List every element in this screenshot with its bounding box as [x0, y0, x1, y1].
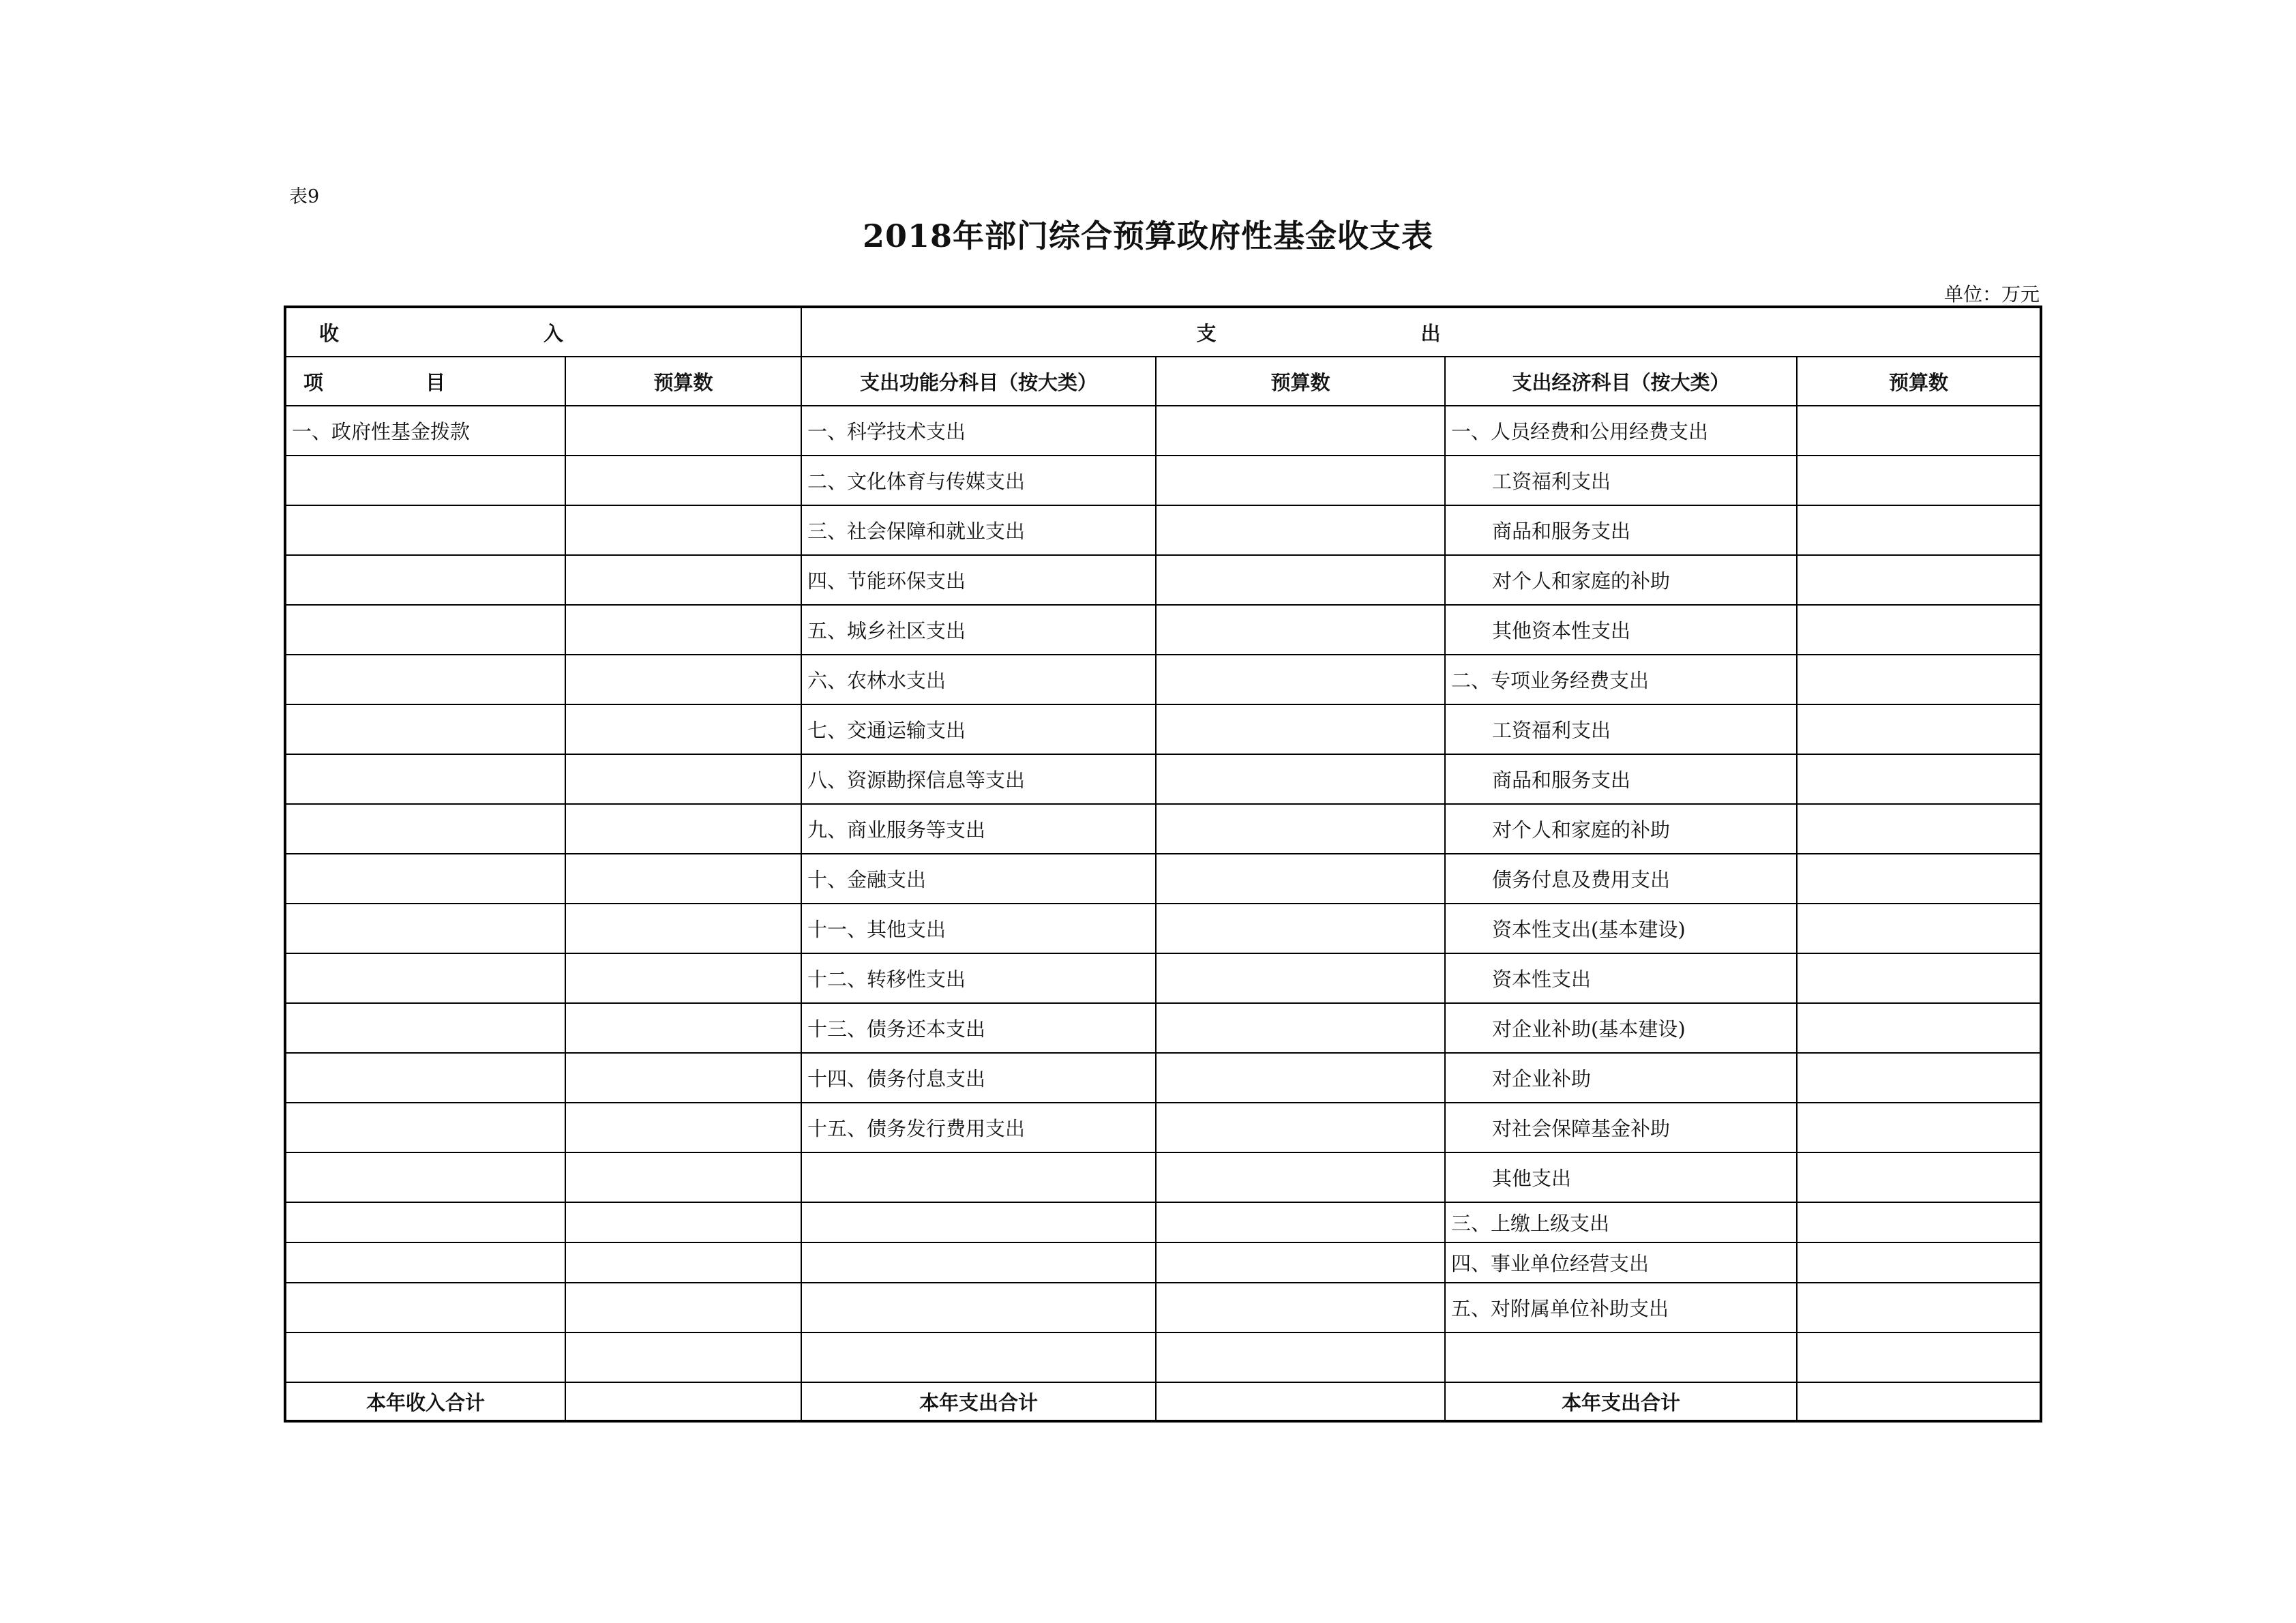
econ-item-cell: 对企业补助(基本建设): [1445, 1003, 1797, 1053]
econ-budget-cell: [1797, 953, 2041, 1003]
table-row: [285, 605, 2041, 655]
col-budget-header-1: 预算数: [565, 357, 801, 406]
table-row: [285, 555, 2041, 605]
table-row: [285, 1242, 2041, 1283]
func-budget-cell: [1156, 1202, 1445, 1242]
col-budget-header-2: 预算数: [1156, 357, 1445, 406]
income-budget-cell: [565, 1003, 801, 1053]
econ-item-cell: 资本性支出: [1445, 953, 1797, 1003]
func-budget-cell: [1156, 1332, 1445, 1382]
table-row: [285, 406, 2041, 456]
func-budget-cell: [1156, 505, 1445, 555]
econ-item-cell: 商品和服务支出: [1445, 505, 1797, 555]
func-item-cell: 十四、债务付息支出: [801, 1053, 1156, 1103]
econ-budget-cell: [1797, 1332, 2041, 1382]
func-item-cell: 十二、转移性支出: [801, 953, 1156, 1003]
func-item-cell: 九、商业服务等支出: [801, 804, 1156, 854]
econ-item-cell: 一、人员经费和公用经费支出: [1445, 406, 1797, 456]
func-budget-cell: [1156, 1152, 1445, 1202]
func-item-cell: 七、交通运输支出: [801, 704, 1156, 754]
table-row: [285, 1202, 2041, 1242]
func-total-value: [1156, 1382, 1445, 1421]
econ-item-cell: 对个人和家庭的补助: [1445, 804, 1797, 854]
income-budget-cell: [565, 1053, 801, 1103]
income-item-cell: [285, 1202, 565, 1242]
func-item-cell: 一、科学技术支出: [801, 406, 1156, 456]
func-budget-cell: [1156, 1003, 1445, 1053]
header-row-sub: [285, 357, 2041, 406]
econ-budget-cell: [1797, 1242, 2041, 1283]
table-row: [285, 456, 2041, 505]
income-item-cell: [285, 505, 565, 555]
income-item-cell: [285, 1003, 565, 1053]
func-budget-cell: [1156, 1242, 1445, 1283]
econ-budget-cell: [1797, 1202, 2041, 1242]
func-item-cell: [801, 1152, 1156, 1202]
func-item-cell: 六、农林水支出: [801, 655, 1156, 704]
econ-item-cell: 三、上缴上级支出: [1445, 1202, 1797, 1242]
income-item-cell: [285, 953, 565, 1003]
econ-budget-cell: [1797, 555, 2041, 605]
table-number: 表9: [289, 186, 320, 207]
econ-budget-cell: [1797, 804, 2041, 854]
func-budget-cell: [1156, 1103, 1445, 1152]
econ-item-cell: 其他资本性支出: [1445, 605, 1797, 655]
func-item-cell: [801, 1242, 1156, 1283]
econ-total-label: 本年支出合计: [1445, 1382, 1797, 1421]
income-budget-cell: [565, 1332, 801, 1382]
func-budget-cell: [1156, 704, 1445, 754]
table-row: [285, 1003, 2041, 1053]
func-item-cell: [801, 1332, 1156, 1382]
func-budget-cell: [1156, 1053, 1445, 1103]
econ-budget-cell: [1797, 605, 2041, 655]
table-row: [285, 1283, 2041, 1332]
income-budget-cell: [565, 1152, 801, 1202]
table-row: [285, 1152, 2041, 1202]
econ-budget-cell: [1797, 1053, 2041, 1103]
income-budget-cell: [565, 456, 801, 505]
income-budget-cell: [565, 953, 801, 1003]
unit-label: 单位：万元: [1943, 283, 2040, 306]
income-item-cell: 一、政府性基金拨款: [285, 406, 565, 456]
func-item-cell: 十三、债务还本支出: [801, 1003, 1156, 1053]
econ-item-cell: 商品和服务支出: [1445, 754, 1797, 804]
income-budget-cell: [565, 854, 801, 904]
econ-budget-cell: [1797, 854, 2041, 904]
budget-table: [284, 306, 2042, 1423]
income-item-cell: [285, 555, 565, 605]
income-item-cell: [285, 804, 565, 854]
func-item-cell: [801, 1283, 1156, 1332]
func-budget-cell: [1156, 605, 1445, 655]
income-item-cell: [285, 854, 565, 904]
func-item-cell: 十一、其他支出: [801, 904, 1156, 953]
col-item-header: 项目: [285, 357, 565, 406]
col-econ-header: 支出经济科目（按大类）: [1445, 357, 1797, 406]
income-item-cell: [285, 1152, 565, 1202]
func-budget-cell: [1156, 555, 1445, 605]
econ-item-cell: 四、事业单位经营支出: [1445, 1242, 1797, 1283]
income-item-cell: [285, 456, 565, 505]
income-item-cell: [285, 1103, 565, 1152]
income-budget-cell: [565, 605, 801, 655]
header-row-top: [285, 307, 2041, 357]
income-budget-cell: [565, 1103, 801, 1152]
table-row: [285, 804, 2041, 854]
func-budget-cell: [1156, 456, 1445, 505]
econ-item-cell: 对个人和家庭的补助: [1445, 555, 1797, 605]
econ-budget-cell: [1797, 1152, 2041, 1202]
income-budget-cell: [565, 904, 801, 953]
table-row: [285, 1103, 2041, 1152]
income-item-cell: [285, 1242, 565, 1283]
econ-item-cell: 工资福利支出: [1445, 456, 1797, 505]
econ-budget-cell: [1797, 456, 2041, 505]
func-budget-cell: [1156, 904, 1445, 953]
econ-budget-cell: [1797, 704, 2041, 754]
income-budget-cell: [565, 406, 801, 456]
income-header: 收入: [285, 307, 801, 357]
func-item-cell: 十、金融支出: [801, 854, 1156, 904]
income-budget-cell: [565, 1283, 801, 1332]
income-item-cell: [285, 1053, 565, 1103]
func-item-cell: 五、城乡社区支出: [801, 605, 1156, 655]
econ-item-cell: 对企业补助: [1445, 1053, 1797, 1103]
func-budget-cell: [1156, 953, 1445, 1003]
table-row: [285, 854, 2041, 904]
econ-item-cell: 对社会保障基金补助: [1445, 1103, 1797, 1152]
econ-budget-cell: [1797, 1103, 2041, 1152]
income-item-cell: [285, 605, 565, 655]
func-budget-cell: [1156, 1283, 1445, 1332]
econ-item-cell: 资本性支出(基本建设): [1445, 904, 1797, 953]
econ-budget-cell: [1797, 505, 2041, 555]
econ-budget-cell: [1797, 406, 2041, 456]
func-budget-cell: [1156, 804, 1445, 854]
econ-budget-cell: [1797, 754, 2041, 804]
func-item-cell: 四、节能环保支出: [801, 555, 1156, 605]
income-total-value: [565, 1382, 801, 1421]
income-budget-cell: [565, 1202, 801, 1242]
table-row: [285, 754, 2041, 804]
econ-item-cell: 债务付息及费用支出: [1445, 854, 1797, 904]
income-budget-cell: [565, 804, 801, 854]
income-total-label: 本年收入合计: [285, 1382, 565, 1421]
func-item-cell: 八、资源勘探信息等支出: [801, 754, 1156, 804]
econ-item-cell: 五、对附属单位补助支出: [1445, 1283, 1797, 1332]
econ-total-value: [1797, 1382, 2041, 1421]
econ-item-cell: 工资福利支出: [1445, 704, 1797, 754]
func-budget-cell: [1156, 754, 1445, 804]
func-item-cell: [801, 1202, 1156, 1242]
table-row: [285, 655, 2041, 704]
expense-header: 支出: [801, 307, 2041, 357]
page-title: 2018年部门综合预算政府性基金收支表: [862, 218, 1434, 254]
econ-item-cell: 二、专项业务经费支出: [1445, 655, 1797, 704]
income-item-cell: [285, 1332, 565, 1382]
func-budget-cell: [1156, 655, 1445, 704]
econ-budget-cell: [1797, 655, 2041, 704]
income-item-cell: [285, 704, 565, 754]
income-budget-cell: [565, 704, 801, 754]
income-budget-cell: [565, 505, 801, 555]
econ-item-cell: 其他支出: [1445, 1152, 1797, 1202]
income-item-cell: [285, 1283, 565, 1332]
income-budget-cell: [565, 754, 801, 804]
func-item-cell: 十五、债务发行费用支出: [801, 1103, 1156, 1152]
income-item-cell: [285, 904, 565, 953]
econ-budget-cell: [1797, 1003, 2041, 1053]
func-total-label: 本年支出合计: [801, 1382, 1156, 1421]
table-row: [285, 1332, 2041, 1382]
table-row: [285, 1053, 2041, 1103]
totals-row: [285, 1382, 2041, 1421]
func-item-cell: 二、文化体育与传媒支出: [801, 456, 1156, 505]
table-row: [285, 904, 2041, 953]
func-budget-cell: [1156, 406, 1445, 456]
table-row: [285, 953, 2041, 1003]
econ-item-cell: [1445, 1332, 1797, 1382]
func-item-cell: 三、社会保障和就业支出: [801, 505, 1156, 555]
table-row: [285, 505, 2041, 555]
income-budget-cell: [565, 655, 801, 704]
income-budget-cell: [565, 555, 801, 605]
col-budget-header-3: 预算数: [1797, 357, 2041, 406]
econ-budget-cell: [1797, 904, 2041, 953]
income-item-cell: [285, 754, 565, 804]
econ-budget-cell: [1797, 1283, 2041, 1332]
table-row: [285, 704, 2041, 754]
func-budget-cell: [1156, 854, 1445, 904]
income-budget-cell: [565, 1242, 801, 1283]
income-item-cell: [285, 655, 565, 704]
col-func-header: 支出功能分科目（按大类）: [801, 357, 1156, 406]
